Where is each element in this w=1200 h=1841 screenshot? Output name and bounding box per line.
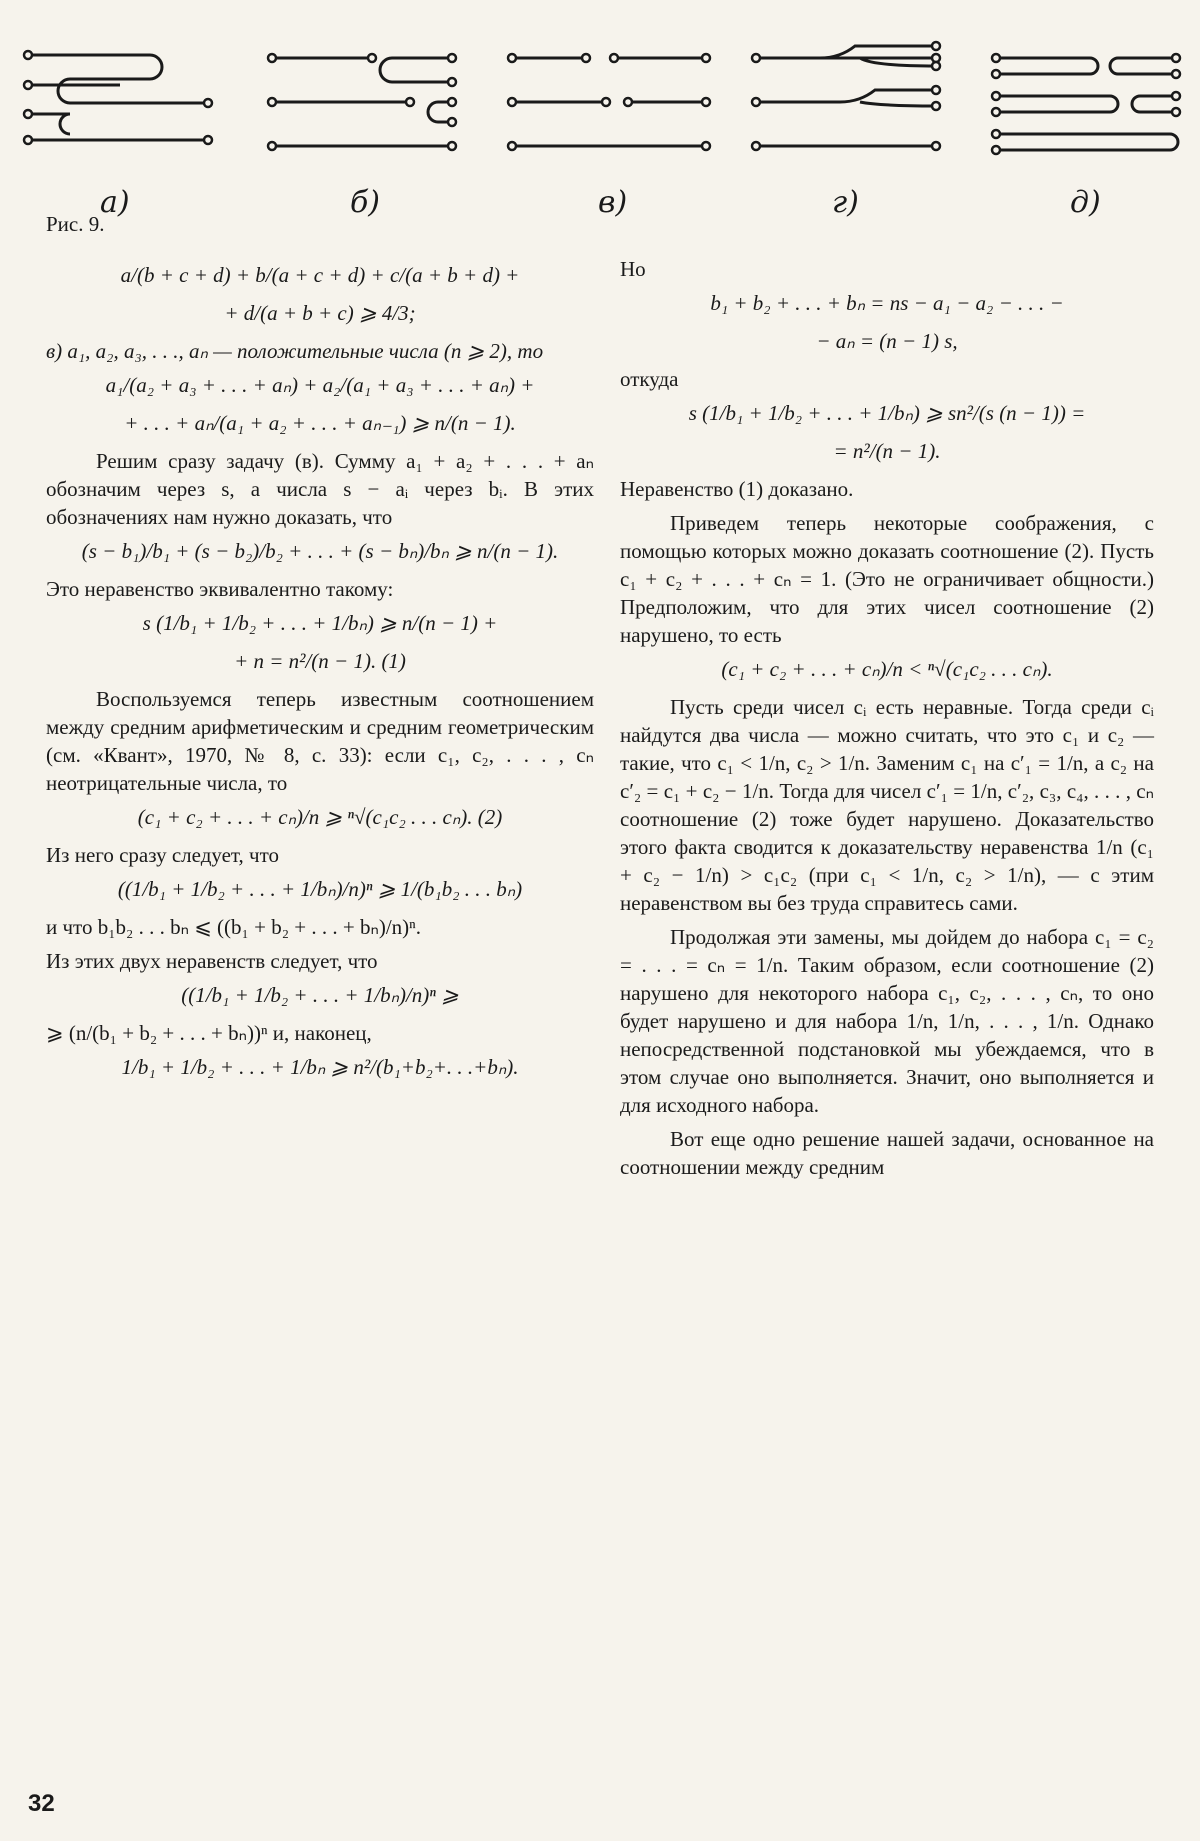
paragraph: Но [620, 257, 646, 281]
figure-label-v: в) [598, 185, 628, 220]
wire-diagrams [0, 20, 1200, 200]
formula: s (1/b₁ + 1/b₂ + . . . + 1/bₙ) ⩾ sn²/(s (n − 1)) = [688, 401, 1086, 425]
paragraph: в) a₁, a₂, a₃, . . ., aₙ — положительные числа (n ⩾ 2), то [46, 339, 544, 363]
paragraph: ⩾ (n/(b₁ + b₂ + . . . + bₙ))ⁿ и, наконец, [46, 1021, 372, 1045]
formula: a₁/(a₂ + a₃ + . . . + aₙ) + a₂/(a₁ + a₃ + . . . + aₙ) + [105, 373, 535, 397]
diagram-g [756, 46, 936, 146]
formula: (s − b₁)/b₁ + (s − b₂)/b₂ + . . . + (s − bₙ)/bₙ ⩾ n/(n − 1). [81, 539, 559, 563]
paragraph: Неравенство (1) доказано. [620, 477, 854, 501]
paragraph: Воспользуемся теперь известным соотношением между средним арифметическим и средним геометрическим (см. «Квант», 1970, № 8, с. 33): если c₁, c₂, . . . , cₙ неотрицательные числа, то [46, 687, 594, 795]
paragraph: и что b₁b₂ . . . bₙ ⩽ ((b₁ + b₂ + . . . + bₙ)/n)ⁿ. [46, 915, 422, 939]
page-number: 32 [28, 1790, 55, 1817]
paragraph: Из него сразу следует, что [46, 843, 279, 867]
diagram-a [28, 55, 208, 140]
figure-9 [0, 20, 1200, 220]
paragraph: Это неравенство эквивалентно такому: [46, 577, 394, 601]
figure-label-d: д) [1070, 185, 1101, 220]
paragraph: Пусть среди чисел cᵢ есть неравные. Тогда среди cᵢ найдутся два числа — можно считать, что это c₁ и c₂ — такие, что c₁ < 1/n, c₂ > 1/n. Заменим c₁ на c′₁ = 1/n, а c₂ на c′₂ = c₁ + c₂ − 1/n. Тогда для чисел c′₁ = 1/n, c′₂, c₃, c₄, . . . , cₙ соотношение (2) тоже будет нарушено. Доказательство этого факта сводится к доказательству неравенства 1/n (c₁ + c₂ − 1/n) > c₁c₂ (при c₁ < 1/n, c₂ > 1/n), — с этим неравенством вы без труда справитесь сами. [620, 695, 1154, 915]
figure-label-a: а) [100, 185, 130, 220]
formula: 1/b₁ + 1/b₂ + . . . + 1/bₙ ⩾ n²/(b₁+b₂+. . .+bₙ). [121, 1055, 519, 1079]
formula: + d/(a + b + c) ⩾ 4/3; [224, 301, 416, 325]
diagram-b [272, 58, 452, 146]
left-column [46, 255, 594, 1091]
formula: − aₙ = (n − 1) s, [816, 329, 958, 353]
formula: b₁ + b₂ + . . . + bₙ = ns − a₁ − a₂ − . . . − [710, 291, 1064, 315]
formula: (c₁ + c₂ + . . . + cₙ)/n < ⁿ√(c₁c₂ . . . cₙ). [721, 657, 1053, 681]
figure-label-b: б) [350, 185, 381, 220]
formula: + n = n²/(n − 1). (1) [234, 649, 406, 673]
diagram-d [996, 58, 1178, 150]
formula: = n²/(n − 1). [833, 439, 941, 463]
formula: a/(b + c + d) + b/(a + c + d) + c/(a + b + d) + [120, 263, 520, 287]
paragraph: Из этих двух неравенств следует, что [46, 949, 378, 973]
formula: + . . . + aₙ/(a₁ + a₂ + . . . + aₙ₋₁) ⩾ n/(n − 1). [124, 411, 516, 435]
paragraph: откуда [620, 367, 679, 391]
formula: ((1/b₁ + 1/b₂ + . . . + 1/bₙ)/n)ⁿ ⩾ 1/(b₁b₂ . . . bₙ) [117, 877, 523, 901]
paragraph: Вот еще одно решение нашей задачи, основанное на соотношении между средним [620, 1127, 1154, 1179]
formula: s (1/b₁ + 1/b₂ + . . . + 1/bₙ) ⩾ n/(n − 1) + [142, 611, 498, 635]
formula: ((1/b₁ + 1/b₂ + . . . + 1/bₙ)/n)ⁿ ⩾ [181, 983, 459, 1007]
figure-label-g: г) [832, 185, 859, 220]
figure-caption: Рис. 9. [46, 212, 105, 236]
formula: (c₁ + c₂ + . . . + cₙ)/n ⩾ ⁿ√(c₁c₂ . . . cₙ). (2) [137, 805, 503, 829]
paragraph: Решим сразу задачу (в). Сумму a₁ + a₂ + . . . + aₙ обозначим через s, а числа s − aᵢ через bᵢ. В этих обозначениях нам нужно доказать, что [46, 449, 594, 529]
right-column [620, 255, 1154, 1187]
paragraph: Приведем теперь некоторые соображения, с помощью которых можно доказать соотношение (2). Пусть c₁ + c₂ + . . . + cₙ = 1. (Это не ограничивает общности.) Предположим, что для этих чисел соотношение (2) нарушено, то есть [620, 511, 1154, 647]
paragraph: Продолжая эти замены, мы дойдем до набора c₁ = c₂ = . . . = cₙ = 1/n. Таким образом, если соотношение (2) нарушено для некоторого набора c₁, c₂, . . . , cₙ, то оно будет нарушено и для набора 1/n, 1/n, . . . , 1/n. Однако непосредственной подстановкой мы убеждаемся, что в этом случае оно выполняется. Значит, оно выполняется и для исходного набора. [620, 925, 1154, 1117]
